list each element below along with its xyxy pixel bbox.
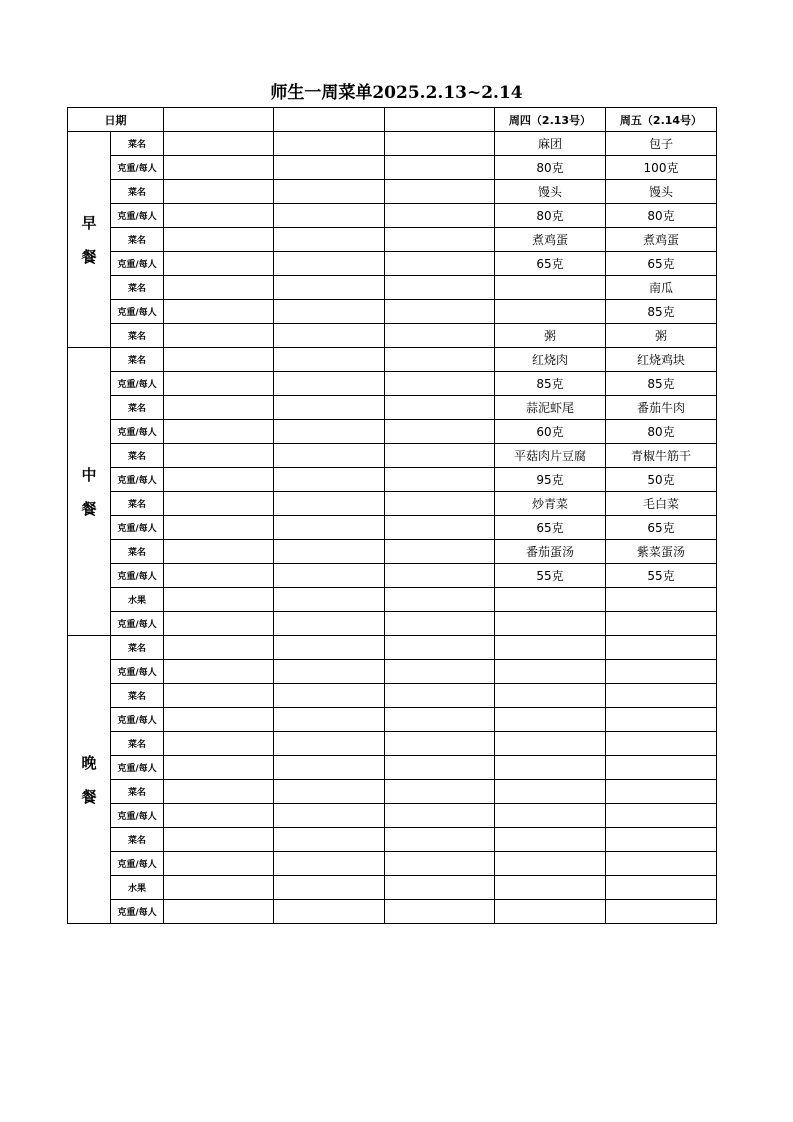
dish-cell [274,516,385,540]
dish-cell: 100克 [606,156,717,180]
dish-cell: 65克 [606,516,717,540]
dish-cell [274,660,385,684]
dish-cell [385,708,495,732]
meal-name-char: 餐 [81,499,97,518]
dish-cell [164,252,274,276]
dish-cell [606,612,717,636]
row-label-cell: 克重/每人 [111,660,164,684]
dish-cell [274,444,385,468]
row-label-cell: 菜名 [111,348,164,372]
dish-cell [164,636,274,660]
dish-cell [274,732,385,756]
dish-cell: 50克 [606,468,717,492]
dish-cell [274,780,385,804]
dish-cell: 炒青菜 [495,492,606,516]
dish-cell: 80克 [606,204,717,228]
dish-cell [495,300,606,324]
dish-cell: 80克 [495,156,606,180]
row-label-cell: 克重/每人 [111,852,164,876]
dish-cell: 麻团 [495,132,606,156]
row-label-cell: 克重/每人 [111,252,164,276]
day-header-cell: 周四（2.13号） [495,108,606,132]
dish-cell [385,204,495,228]
meal-name-char: 餐 [81,247,97,266]
dish-cell: 55克 [606,564,717,588]
dish-cell [164,348,274,372]
table-row [68,180,717,204]
row-label-cell: 菜名 [111,276,164,300]
table-row [68,540,717,564]
table-row [68,588,717,612]
dish-cell: 蒜泥虾尾 [495,396,606,420]
table-row [68,156,717,180]
dish-cell [274,300,385,324]
table-row [68,204,717,228]
dish-cell [274,372,385,396]
dish-cell: 95克 [495,468,606,492]
table-row [68,828,717,852]
dish-cell [385,132,495,156]
header-row [68,108,717,132]
row-label-cell: 水果 [111,876,164,900]
row-label-cell: 菜名 [111,684,164,708]
dish-cell [274,900,385,924]
dish-cell [274,876,385,900]
dish-cell: 青椒牛筋干 [606,444,717,468]
dish-cell [385,564,495,588]
dish-cell [164,180,274,204]
dish-cell [385,156,495,180]
dish-cell [495,636,606,660]
table-row [68,636,717,660]
row-label-cell: 菜名 [111,780,164,804]
dish-cell [495,756,606,780]
dish-cell: 65克 [495,516,606,540]
dish-cell [164,324,274,348]
table-row [68,372,717,396]
dish-cell: 馒头 [495,180,606,204]
dish-cell [495,708,606,732]
dish-cell [164,876,274,900]
dish-cell [385,804,495,828]
dish-cell [606,636,717,660]
dish-cell [385,492,495,516]
dish-cell: 60克 [495,420,606,444]
dish-cell: 粥 [495,324,606,348]
table-row [68,660,717,684]
dish-cell [274,252,385,276]
dish-cell [385,396,495,420]
dish-cell [164,300,274,324]
dish-cell: 紫菜蛋汤 [606,540,717,564]
meal-name-char: 餐 [81,787,97,806]
dish-cell [606,900,717,924]
dish-cell [274,468,385,492]
dish-cell: 番茄牛肉 [606,396,717,420]
dish-cell [385,636,495,660]
dish-cell [495,876,606,900]
dish-cell [274,180,385,204]
dish-cell: 包子 [606,132,717,156]
dish-cell [274,204,385,228]
dish-cell [164,276,274,300]
table-row [68,444,717,468]
dish-cell: 65克 [606,252,717,276]
dish-cell [164,900,274,924]
dish-cell [164,684,274,708]
dish-cell [385,612,495,636]
row-label-cell: 克重/每人 [111,516,164,540]
meal-name-cell [68,348,111,636]
row-label-cell: 克重/每人 [111,372,164,396]
table-row [68,708,717,732]
table-row [68,276,717,300]
dish-cell [274,588,385,612]
dish-cell [606,684,717,708]
dish-cell [274,348,385,372]
dish-cell [385,780,495,804]
meal-name-cell [68,132,111,348]
table-row [68,228,717,252]
dish-cell [606,828,717,852]
table-row [68,324,717,348]
dish-cell [164,660,274,684]
dish-cell: 85克 [606,300,717,324]
meal-name-char: 早 [81,213,97,232]
dish-cell [606,732,717,756]
dish-cell: 55克 [495,564,606,588]
row-label-cell: 菜名 [111,180,164,204]
dish-cell: 馒头 [606,180,717,204]
dish-cell [164,396,274,420]
dish-cell [606,876,717,900]
dish-cell: 红烧鸡块 [606,348,717,372]
dish-cell [274,324,385,348]
dish-cell [274,684,385,708]
dish-cell [606,756,717,780]
dish-cell [385,756,495,780]
row-label-cell: 克重/每人 [111,756,164,780]
dish-cell [385,900,495,924]
table-row [68,348,717,372]
dish-cell [495,852,606,876]
dish-cell: 80克 [606,420,717,444]
table-row [68,732,717,756]
dish-cell [274,804,385,828]
dish-cell [385,300,495,324]
dish-cell [385,828,495,852]
dish-cell [385,180,495,204]
dish-cell [164,468,274,492]
dish-cell: 85克 [606,372,717,396]
dish-cell [385,228,495,252]
dish-cell [606,780,717,804]
dish-cell [385,540,495,564]
meal-name-char: 中 [81,465,97,484]
row-label-cell: 菜名 [111,492,164,516]
row-label-cell: 菜名 [111,396,164,420]
day-header-cell [385,108,495,132]
table-row [68,876,717,900]
dish-cell [606,660,717,684]
dish-cell [164,156,274,180]
dish-cell [274,636,385,660]
dish-cell [164,588,274,612]
dish-cell [274,156,385,180]
dish-cell [495,828,606,852]
dish-cell: 80克 [495,204,606,228]
dish-cell [495,804,606,828]
dish-cell: 番茄蛋汤 [495,540,606,564]
dish-cell [606,804,717,828]
dish-cell [606,588,717,612]
dish-cell [164,132,274,156]
menu-table-body [68,108,717,924]
row-label-cell: 菜名 [111,540,164,564]
day-header-cell [274,108,385,132]
row-label-cell: 水果 [111,588,164,612]
dish-cell: 粥 [606,324,717,348]
dish-cell: 南瓜 [606,276,717,300]
dish-cell [164,540,274,564]
row-label-cell: 克重/每人 [111,612,164,636]
dish-cell: 煮鸡蛋 [606,228,717,252]
dish-cell [385,588,495,612]
table-row [68,804,717,828]
dish-cell [495,588,606,612]
dish-cell [495,780,606,804]
row-label-cell: 菜名 [111,444,164,468]
dish-cell [274,708,385,732]
dish-cell [164,804,274,828]
dish-cell [385,468,495,492]
dish-cell [164,204,274,228]
dish-cell [164,756,274,780]
dish-cell [385,876,495,900]
dish-cell [164,228,274,252]
dish-cell [274,132,385,156]
day-header-cell [164,108,274,132]
day-header-cell: 周五（2.14号） [606,108,717,132]
dish-cell [164,372,274,396]
table-row [68,420,717,444]
dish-cell [164,780,274,804]
row-label-cell: 克重/每人 [111,468,164,492]
table-row [68,252,717,276]
row-label-cell: 克重/每人 [111,708,164,732]
table-row [68,516,717,540]
table-row [68,780,717,804]
dish-cell [274,420,385,444]
page-title: 师生一周菜单2025.2.13~2.14 [270,83,523,103]
dish-cell [495,612,606,636]
table-row [68,756,717,780]
dish-cell: 65克 [495,252,606,276]
dish-cell: 平菇肉片豆腐 [495,444,606,468]
row-label-cell: 克重/每人 [111,804,164,828]
row-label-cell: 克重/每人 [111,204,164,228]
dish-cell [606,852,717,876]
dish-cell [164,612,274,636]
dish-cell [164,732,274,756]
row-label-cell: 菜名 [111,132,164,156]
dish-cell [606,708,717,732]
dish-cell [164,444,274,468]
dish-cell [385,732,495,756]
dish-cell [274,276,385,300]
dish-cell [274,396,385,420]
row-label-cell: 菜名 [111,324,164,348]
dish-cell [385,372,495,396]
table-row [68,300,717,324]
table-row [68,132,717,156]
dish-cell [164,564,274,588]
dish-cell [495,732,606,756]
dish-cell: 红烧肉 [495,348,606,372]
dish-cell [385,420,495,444]
row-label-cell: 克重/每人 [111,420,164,444]
dish-cell [274,228,385,252]
dish-cell [385,324,495,348]
dish-cell: 85克 [495,372,606,396]
dish-cell [385,252,495,276]
dish-cell [164,492,274,516]
dish-cell [385,516,495,540]
dish-cell [495,276,606,300]
row-label-cell: 克重/每人 [111,900,164,924]
table-row [68,492,717,516]
dish-cell: 毛白菜 [606,492,717,516]
table-row [68,612,717,636]
row-label-cell: 克重/每人 [111,564,164,588]
dish-cell [164,516,274,540]
row-label-cell: 菜名 [111,228,164,252]
row-label-cell: 菜名 [111,732,164,756]
dish-cell: 煮鸡蛋 [495,228,606,252]
table-row [68,684,717,708]
dish-cell [495,684,606,708]
dish-cell [385,684,495,708]
meal-name-char: 晚 [81,753,97,772]
date-header-cell: 日期 [68,108,164,132]
table-row [68,852,717,876]
table-row [68,564,717,588]
dish-cell [274,612,385,636]
dish-cell [164,420,274,444]
table-row [68,900,717,924]
row-label-cell: 菜名 [111,636,164,660]
dish-cell [164,828,274,852]
dish-cell [274,828,385,852]
row-label-cell: 克重/每人 [111,300,164,324]
table-row [68,468,717,492]
row-label-cell: 克重/每人 [111,156,164,180]
dish-cell [385,276,495,300]
dish-cell [274,540,385,564]
dish-cell [385,348,495,372]
dish-cell [274,492,385,516]
dish-cell [274,852,385,876]
meal-name-cell [68,636,111,924]
menu-table [67,107,717,924]
dish-cell [385,444,495,468]
dish-cell [385,852,495,876]
dish-cell [164,852,274,876]
dish-cell [495,900,606,924]
dish-cell [274,564,385,588]
dish-cell [164,708,274,732]
dish-cell [274,756,385,780]
table-row [68,396,717,420]
dish-cell [385,660,495,684]
dish-cell [495,660,606,684]
row-label-cell: 菜名 [111,828,164,852]
